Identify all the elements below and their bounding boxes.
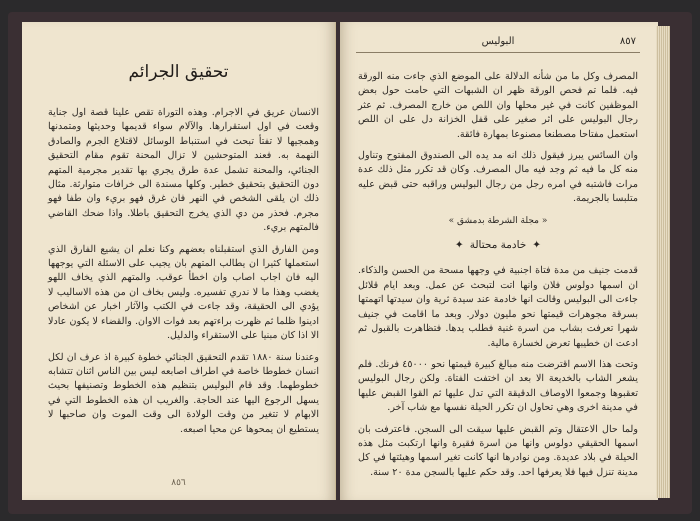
- right-page: [340, 22, 658, 500]
- caption-text: مجلة الشرطة بدمشق: [457, 215, 539, 226]
- section-subtitle: ✦خادمة محتالة✦: [454, 239, 542, 252]
- paragraph: المصرف وكل ما من شأنه الدلالة على الموضع الذي جاءت منه الورقة فيه. فلما تم فحص الورقة ظهر ان الشبهات التي حامت حول بعض الموظفين كانت في غير محلها وان اللص من خارج المصرف. ثم عثر رجال البوليس على اثر صغير على قفل الخزانة دل على ان اللص استعمل مفتاحا مصطنعا مصنوعا بمهارة فائقة.: [358, 71, 638, 140]
- paragraph: وتحت هذا الاسم اقترضت منه مبالغ كبيرة قيمتها نحو ٤٥٠٠٠ فرنك. فلم يشعر الشاب بالخديعة الا بعد ان اختفت الفتاة. ولكن رجال البوليس تعقبوها وجمعوا الاوصاف الدقيقة التي تدل عليها ثم القوا القبض عليها في مدينة اخرى وهي تحاول ان تكرر الحيلة نفسها مع شاب آخر.: [358, 358, 639, 414]
- chapter-title: تحقيق الجرائم: [128, 62, 229, 82]
- page-edges: [656, 26, 670, 498]
- left-page-text: [48, 106, 319, 444]
- source-caption: « مجلة الشرطة بدمشق »: [448, 215, 548, 226]
- paragraph: ولما حال الاعتقال وتم القبض عليها سيقت الى السجن. فاعترفت بان اسمها الحقيقي دولوس وانها من اسرة فقيرة وانها ارتكبت مثل هذه الحيلة في بلاد عديدة. ومن نوادرها انها كانت تغير اسمها وهيئتها في كل مدينة تنزل فيها فلا يعرفها احد. وقد حكم عليها بالسجن مدة ٢٠ سنة.: [358, 423, 638, 478]
- paragraph: قدمت جنيف من مدة فتاة اجنبية في وجهها مسحة من الحسن والذكاء. ان اسمها دولوس فلان وانها اتت لتبحث عن عمل. وبعد ايام قلائل جاءت الى البوليس وقالت انها خادمة عند سيدة ثرية وان سيدتها اتهمتها بسرقة مجوهرات قيمتها نحو مليون دولار. وبعد ما اقامت في جنيف شهرا تعرفت بشاب من اسرة غنية فطلب يدها. فتظاهرت بالقبول ثم ادعت ان خطيبها تعرض لخسارة مالية.: [358, 265, 638, 349]
- left-page: [22, 22, 336, 500]
- paragraph: ومن الفارق الذي استقبلناه بعضهم وكنا نعلم ان يشيع الفارق الذي استعملها كثيرا ان يطالب المتهم بان يجيب على الاسئلة التي يوجهها اليه فان اجاب اصاب وان اخطأ عوقب. والمتهم الذي يخاف اللهو يغضب وهذا ما لا ندري تفسيره. وليس بخاف ان من هذه الاساليب لا يؤدي الى الحقيقة، وقد جاءت في الكتب والآثار اخبار عن اشخاص ادينوا ظلما ثم ظهرت براءتهم بعد فوات الاوان. والقضاء لا يكون عادلا الا اذا كان مبنيا على الاستقراء والدليل.: [48, 243, 319, 342]
- paragraph: وان السائس يبرز فيقول ذلك انه مد يده الى الصندوق المفتوح وتناول منه كل ما فيه ثم وجد فيه مال المصرف. وكان قد تكرر مثل ذلك عدة مرات فاشتبه في امره رجل من رجال البوليس وراقبه حتى قبض عليه متلبسا بالجريمة.: [358, 150, 638, 205]
- paragraph: وعندنا سنة ١٨٨٠ تقدم التحقيق الجنائي خطوة كبيرة اذ عرف ان لكل انسان خطوطا خاصة في اطراف اصابعه ليس بين الناس اثنان تتشابه خطوطهما. وقد قام البوليس بتنظيم هذه الخطوط وتصنيفها بحيث يسهل الرجوع اليها عند الحاجة. والغريب ان هذه الخطوط التي في الابهام لا تتغير من وقت الولادة الى وقت الموت وان صاحبها لا يستطيع ان يمحوها عن محيا اصبعه.: [48, 351, 319, 435]
- page-header: [356, 36, 640, 53]
- right-page-text: [358, 70, 638, 487]
- paragraph: الانسان عريق في الاجرام. وهذه التوراة تقص علينا قصة اول جناية وقعت في اول استقرارها. والآلام سواء قديمها وحديثها ومتمدنها وهمجيها لا تفتأ تبحث في استنباط الوسائل لاقتلاع الجرم والصادق النهمة به. فعند المتوحشين لا تزال المحنة تقوم مقام التحقيق الجنائي، والمحنة تشمل عدة طرق يجري بها تقدير مجرمية المتهم دون التحقيق بتحقيق خطير. وكلها مسندة الى خرافات متوارثة. مثال ذلك ان يلقى الشخص في النهر فان غرق فهو بريء وان طفا فهو مجرم. فحذر من دي الذي يخرج التحقيق باطلا. واذا ضحك القاضي فالمتهم بريء.: [48, 107, 319, 234]
- subtitle-text: خادمة محتالة: [469, 239, 527, 252]
- page-number: ٨٥٧: [619, 36, 636, 47]
- page-folio: ٨٥٦: [171, 478, 186, 488]
- running-head: البوليس: [481, 36, 515, 47]
